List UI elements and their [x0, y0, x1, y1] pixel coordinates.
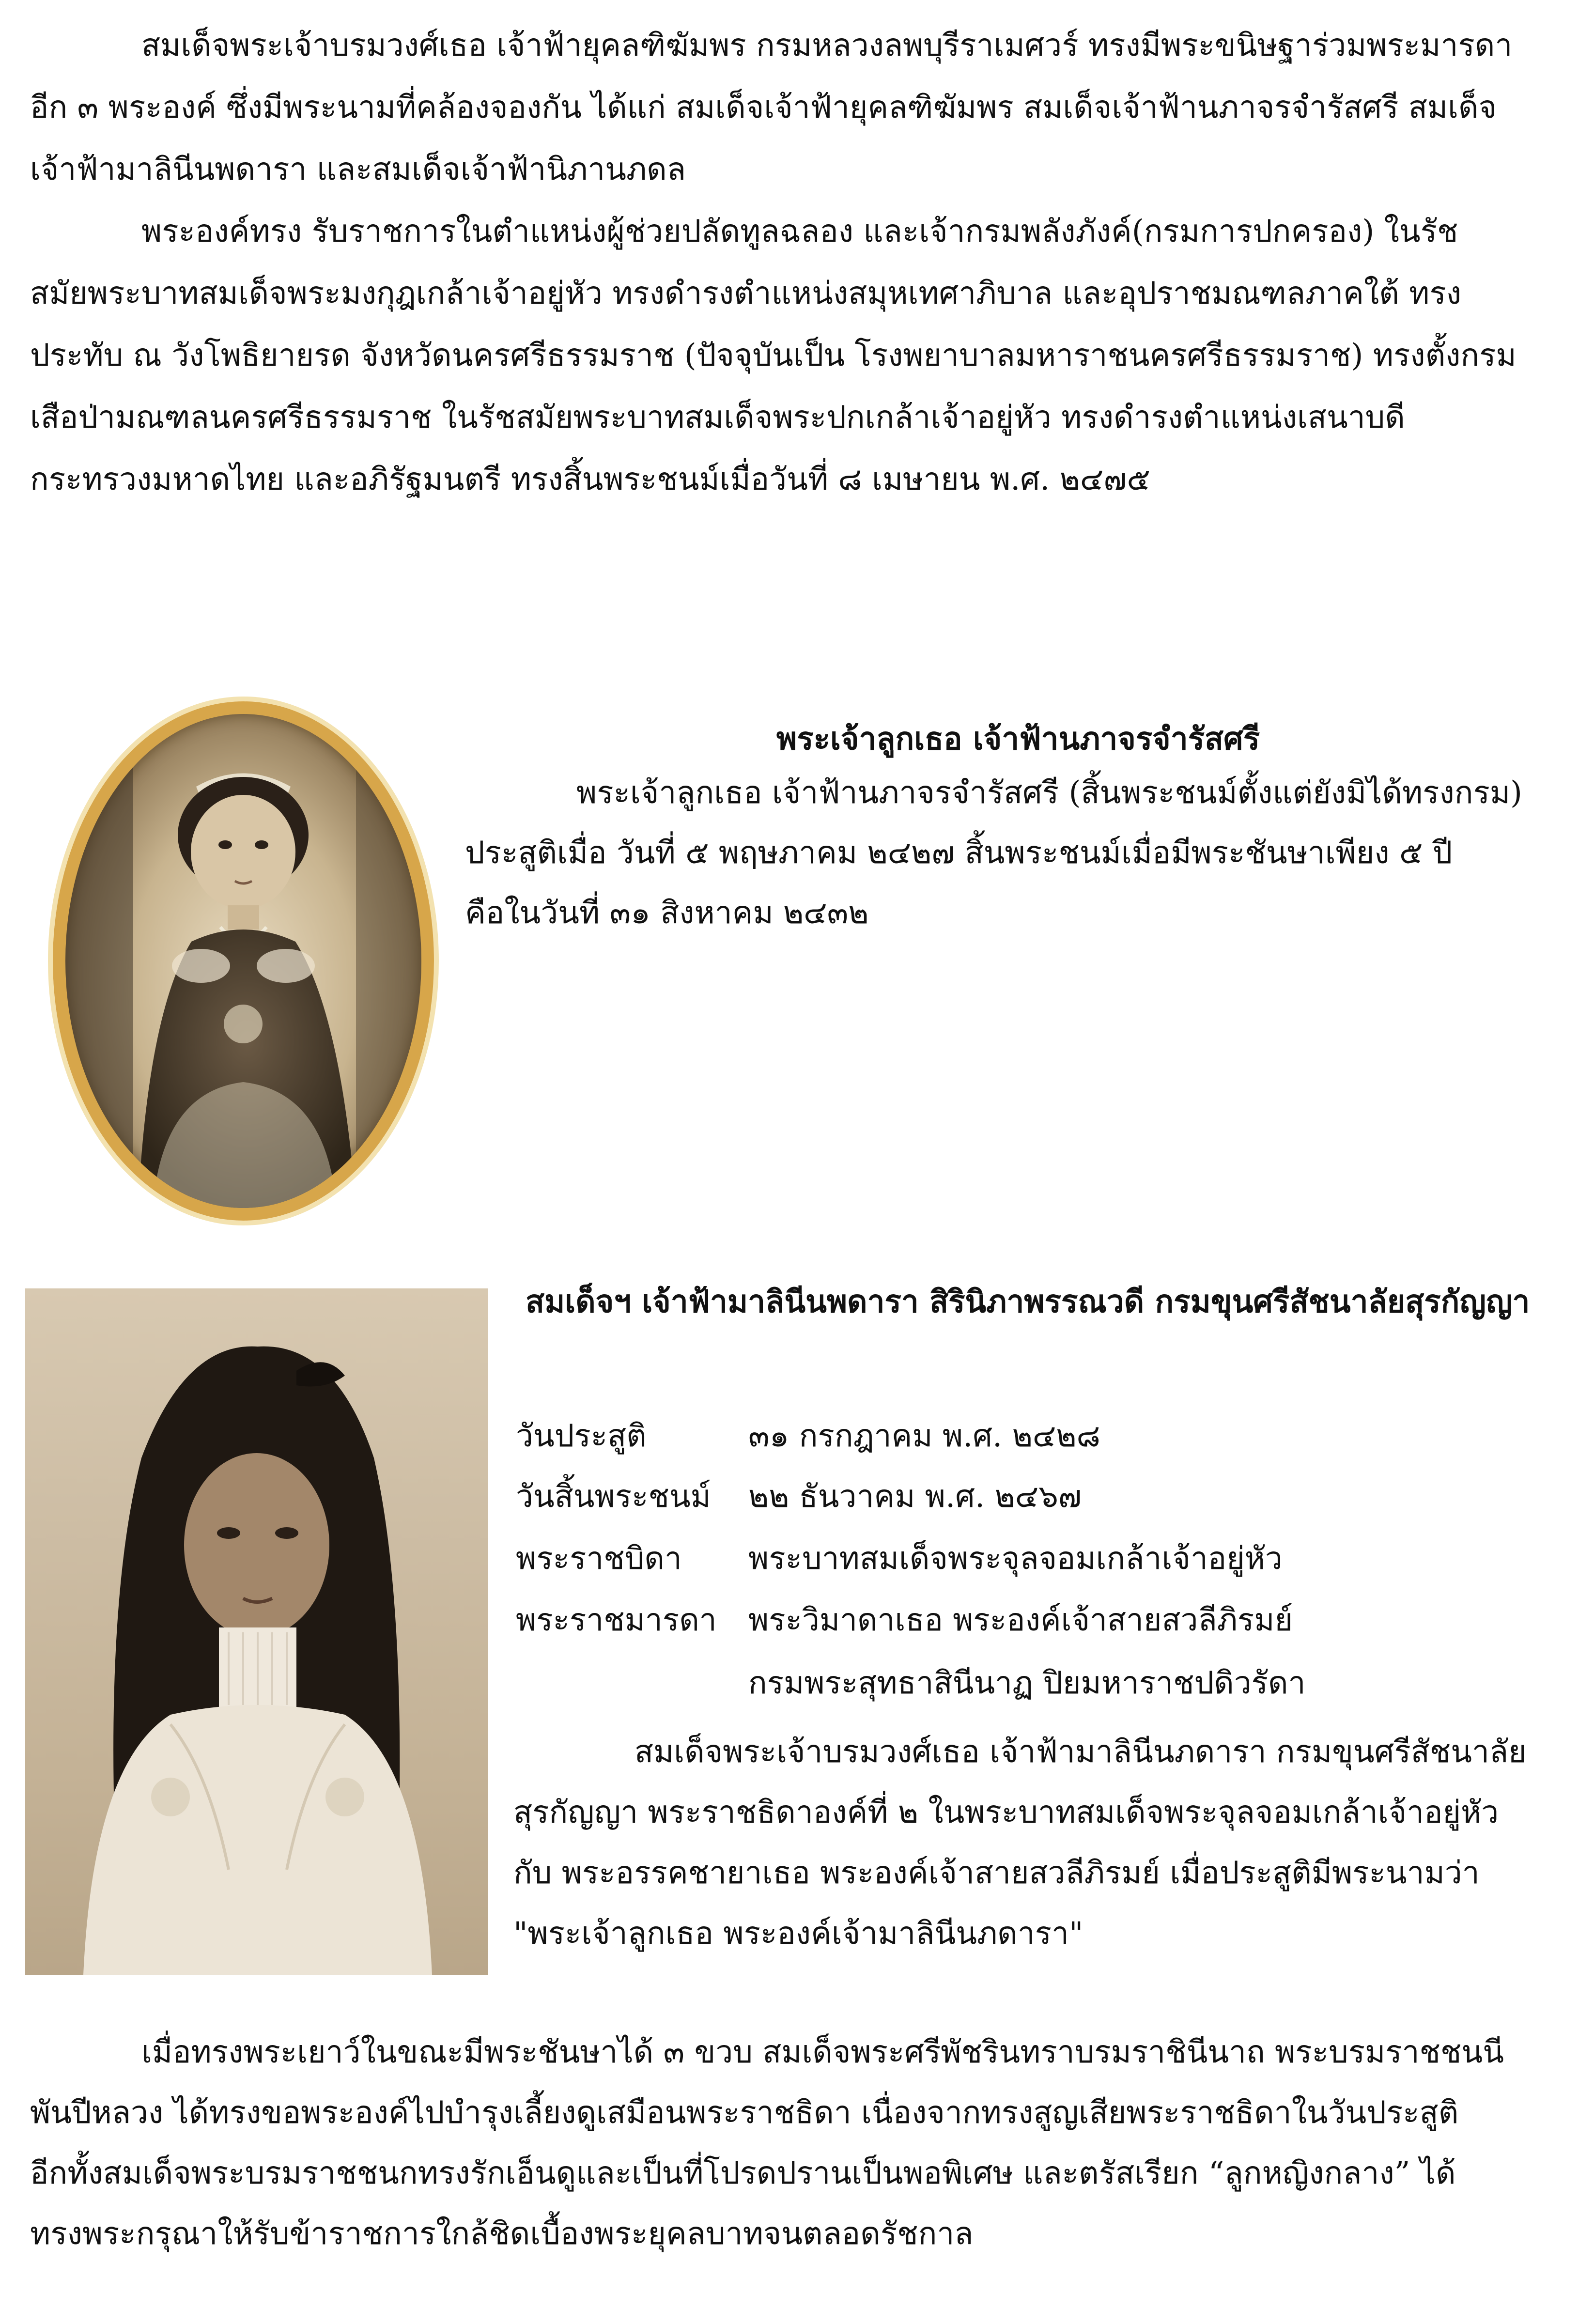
info-label: พระราชมารดา — [516, 1602, 717, 1638]
section2-title: สมเด็จฯ เจ้าฟ้ามาลินีนพดารา สิรินิภาพรรณวดี กรมขุนศรีสัชนาลัยสุรกัญญา — [526, 1284, 1530, 1320]
closing-line: อีกทั้งสมเด็จพระบรมราชชนกทรงรักเอ็นดูและเป็นที่โปรดปรานเป็นพอพิเศษ และตรัสเรียก “ลูกหญิงกลาง” ได้ — [30, 2155, 1456, 2191]
section2-line: สุรกัญญา พระราชธิดาองค์ที่ ๒ ในพระบาทสมเด็จพระจุลจอมเกล้าเจ้าอยู่หัว — [513, 1795, 1499, 1830]
section2-line: "พระเจ้าลูกเธอ พระองค์เจ้ามาลินีนภดารา" — [513, 1916, 1083, 1952]
closing-line: ทรงพระกรุณาให้รับข้าราชการใกล้ชิดเบื้องพระยุคลบาทจนตลอดรัชกาล — [30, 2216, 974, 2252]
info-value: กรมพระสุทธาสินีนาฏ ปิยมหาราชปดิวรัดา — [748, 1665, 1306, 1701]
info-row-mother — [516, 1591, 1557, 1649]
section2-line: กับ พระอรรคชายาเธอ พระองค์เจ้าสายสวลีภิรมย์ เมื่อประสูติมีพระนามว่า — [513, 1855, 1480, 1891]
portrait-photo-nabhachara — [26, 677, 435, 1225]
oval-portrait — [53, 701, 434, 1221]
intro-paragraphs — [30, 15, 1561, 511]
intro-line: สมเด็จพระเจ้าบรมวงศ์เธอ เจ้าฟ้ายุคลฑิฆัมพร กรมหลวงลพบุรีราเมศวร์ ทรงมีพระขนิษฐาร่วมพระมารดา — [141, 28, 1513, 63]
info-row-death — [516, 1468, 1557, 1526]
info-row-mother-title — [516, 1654, 1557, 1712]
closing-line: เมื่อทรงพระเยาว์ในขณะมีพระชันษาได้ ๓ ขวบ สมเด็จพระศรีพัชรินทราบรมราชินีนาถ พระบรมราชชนนี — [141, 2034, 1504, 2070]
intro-line: สมัยพระบาทสมเด็จพระมงกุฎเกล้าเจ้าอยู่หัว ทรงดำรงตำแหน่งสมุหเทศาภิบาล และอุปราชมณฑลภาคใต้ ทรง — [30, 276, 1461, 311]
info-label: วันประสูติ — [516, 1418, 647, 1454]
intro-line: เสือป่ามณฑลนครศรีธรรมราช ในรัชสมัยพระบาทสมเด็จพระปกเกล้าเจ้าอยู่หัว ทรงดำรงตำแหน่งเสนาบดี — [30, 400, 1405, 435]
info-value: ๒๒ ธันวาคม พ.ศ. ๒๔๖๗ — [748, 1479, 1082, 1515]
portrait-illustration — [65, 714, 421, 1208]
info-label: พระราชบิดา — [516, 1541, 682, 1577]
section1-line: ประสูติเมื่อ วันที่ ๕ พฤษภาคม ๒๔๒๗ สิ้นพระชนม์เมื่อมีพระชันษาเพียง ๕ ปี — [465, 835, 1453, 871]
closing-line: พันปีหลวง ได้ทรงขอพระองค์ไปบำรุงเลี้ยงดูเสมือนพระราชธิดา เนื่องจากทรงสูญเสียพระราชธิดาในวันประสูติ — [30, 2095, 1459, 2131]
intro-line: เจ้าฟ้ามาลินีนพดารา และสมเด็จเจ้าฟ้านิภานภดล — [30, 152, 686, 187]
section2-line: สมเด็จพระเจ้าบรมวงศ์เธอ เจ้าฟ้ามาลินีนภดารา กรมขุนศรีสัชนาลัย — [635, 1734, 1527, 1770]
info-row-father — [516, 1530, 1557, 1588]
portrait-photo-malini — [25, 1288, 488, 1975]
info-value: พระวิมาดาเธอ พระองค์เจ้าสายสวลีภิรมย์ — [748, 1602, 1293, 1638]
section1-title: พระเจ้าลูกเธอ เจ้าฟ้านภาจรจำรัสศรี — [776, 721, 1260, 757]
intro-line: อีก ๓ พระองค์ ซึ่งมีพระนามที่คล้องจองกัน ได้แก่ สมเด็จเจ้าฟ้ายุคลฑิฆัมพร สมเด็จเจ้าฟ้านภาจรจำรัสศรี สมเด็จ — [30, 90, 1497, 125]
info-row-birth — [516, 1407, 1557, 1465]
info-value: ๓๑ กรกฎาคม พ.ศ. ๒๔๒๘ — [748, 1418, 1100, 1454]
info-label: วันสิ้นพระชนม์ — [516, 1479, 711, 1515]
section2-body — [513, 1722, 1527, 1964]
closing-paragraph — [30, 2022, 1561, 2264]
portrait-illustration — [25, 1288, 488, 1975]
section1-line: พระเจ้าลูกเธอ เจ้าฟ้านภาจรจำรัสศรี (สิ้นพระชนม์ตั้งแต่ยังมิได้ทรงกรม) — [576, 775, 1522, 811]
info-value: พระบาทสมเด็จพระจุลจอมเกล้าเจ้าอยู่หัว — [748, 1541, 1283, 1577]
intro-line: ประทับ ณ วังโพธิยายรด จังหวัดนครศรีธรรมราช (ปัจจุบันเป็น โรงพยาบาลมหาราชนครศรีธรรมราช) ทรงตั้งกรม — [30, 338, 1517, 373]
intro-line: พระองค์ทรง รับราชการในตำแหน่งผู้ช่วยปลัดทูลฉลอง และเจ้ากรมพลังภังค์(กรมการปกครอง) ในรัช — [141, 214, 1458, 249]
section1-text — [465, 763, 1522, 943]
section1-line: คือในวันที่ ๓๑ สิงหาคม ๒๔๓๒ — [465, 895, 869, 931]
intro-line: กระทรวงมหาดไทย และอภิรัฐมนตรี ทรงสิ้นพระชนม์เมื่อวันที่ ๘ เมษายน พ.ศ. ๒๔๗๕ — [30, 462, 1150, 497]
